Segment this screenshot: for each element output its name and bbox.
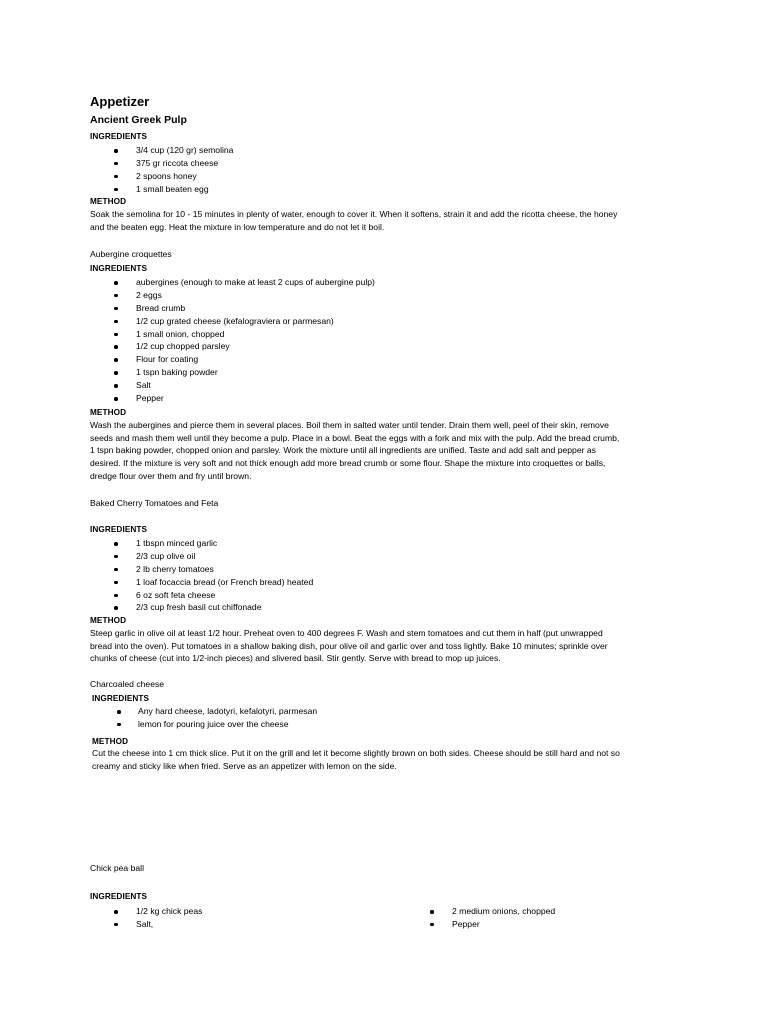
page-title: Appetizer — [90, 94, 150, 109]
bullet-icon — [114, 397, 118, 401]
bullet-icon — [114, 910, 118, 914]
recipe-title: Aubergine croquettes — [90, 249, 172, 259]
bullet-icon — [114, 149, 118, 153]
method-label: METHOD — [90, 408, 127, 417]
bullet-icon — [114, 307, 118, 311]
method-label: METHOD — [92, 737, 129, 746]
bullet-icon — [114, 358, 118, 362]
method-text: Wash the aubergines and pierce them in several places. Boil them in salted water until tender. Drain them well, peel of their skin, remove seeds and mash them well until they become a pulp. Place in a bowl. Beat the eggs with a fork and mix with the pulp. Add the bread crumb, 1 tspn baking powder, chopped onion and parsley. Work the mixture until all ingredients are unified. Taste and add salt and pepper as desired. If the mixture is very soft and not thick enough add more bread crumb or some flour. Shape the mixture into croquettes or balls, dredge flour over them and fry until brown. — [90, 420, 620, 481]
bullet-icon — [114, 320, 118, 324]
ingredients-label: INGREDIENTS — [90, 892, 148, 901]
method-text: Soak the semolina for 10 - 15 minutes in plenty of water, enough to cover it. When it softens, strain it and add the ricotta cheese, the honey and the beaten egg. Heat the mixture in low temperature and do not let it boil. — [90, 209, 618, 232]
ingredients-label: INGREDIENTS — [90, 264, 148, 273]
ingredients-label: INGREDIENTS — [92, 694, 150, 703]
bullet-icon — [114, 606, 118, 610]
bullet-icon — [114, 568, 118, 572]
bullet-icon — [114, 542, 118, 546]
ingredients-label: INGREDIENTS — [90, 132, 148, 141]
bullet-icon — [114, 594, 118, 598]
bullet-icon — [114, 371, 118, 375]
recipe-title: Ancient Greek Pulp — [90, 114, 187, 126]
bullet-icon — [114, 162, 118, 166]
recipe-title: Baked Cherry Tomatoes and Feta — [90, 498, 219, 508]
bullet-icon — [114, 345, 118, 349]
ingredients-label: INGREDIENTS — [90, 525, 148, 534]
bullet-icon — [117, 723, 121, 727]
bullet-icon — [114, 175, 118, 179]
recipe-title: Chick pea ball — [90, 863, 144, 873]
bullet-icon — [430, 910, 434, 914]
bullet-icon — [114, 923, 118, 927]
bullet-icon — [114, 555, 118, 559]
bullet-icon — [114, 294, 118, 298]
method-label: METHOD — [90, 197, 127, 206]
bullet-icon — [114, 281, 118, 285]
bullet-icon — [114, 188, 118, 192]
recipe-title: Charcoaled cheese — [90, 679, 165, 689]
bullet-icon — [114, 333, 118, 337]
method-text: Steep garlic in olive oil at least 1/2 hour. Preheat oven to 400 degrees F. Wash and stem tomatoes and cut them in half (put unwrapped bread into the oven). Put tomatoes in a shallow baking dish, pour olive oil and garlic over and toss lightly. Bake 10 minutes; sprinkle over chunks of cheese (cut into 1/2-inch pieces) and slivered basil. Stir gently. Serve with bread to mop up juices. — [90, 628, 608, 664]
bullet-icon — [430, 923, 434, 927]
bullet-icon — [114, 384, 118, 388]
bullet-icon — [114, 581, 118, 585]
method-text: Cut the cheese into 1 cm thick slice. Put it on the grill and let it become slightly brown on both sides. Cheese should be still hard and not so creamy and sticky like when fried. Serve as an appetizer with lemon on the side. — [92, 748, 620, 771]
method-label: METHOD — [90, 616, 127, 625]
bullet-icon — [117, 710, 121, 714]
